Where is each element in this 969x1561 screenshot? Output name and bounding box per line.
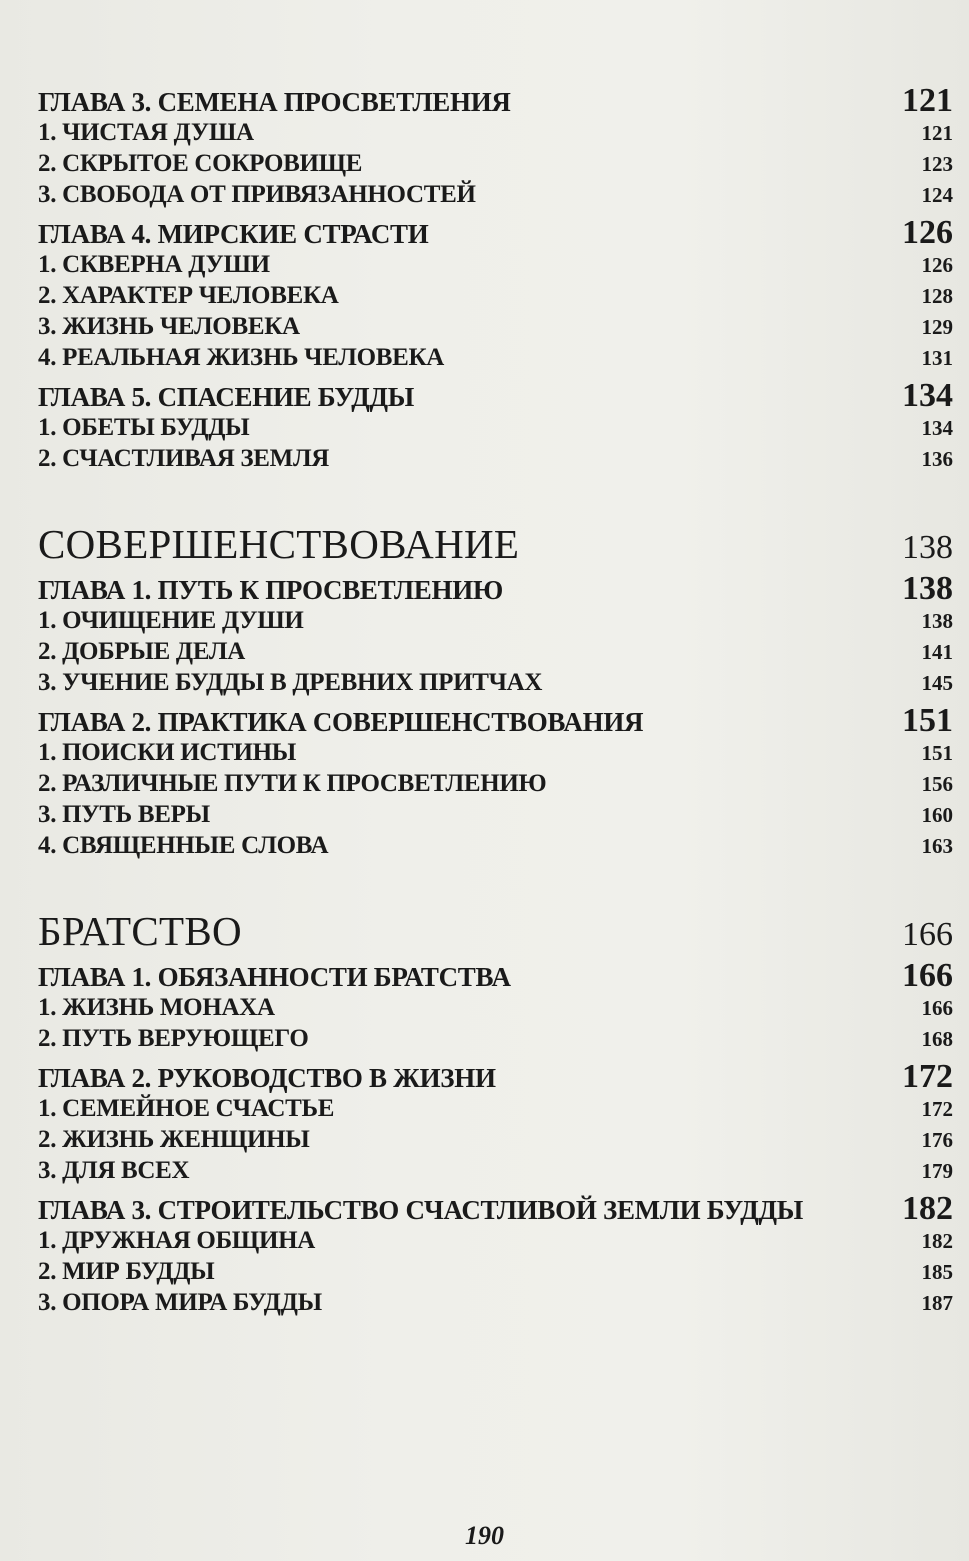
chapter-title: ГЛАВА 2. РУКОВОДСТВО В ЖИЗНИ <box>38 1063 496 1093</box>
item-title: 2. ДОБРЫЕ ДЕЛА <box>38 638 245 665</box>
item-page: 166 <box>921 996 953 1020</box>
item-page: 185 <box>921 1260 953 1284</box>
toc-item <box>38 342 953 373</box>
item-page: 124 <box>921 183 953 207</box>
chapter-page: 126 <box>902 214 953 251</box>
toc-item <box>38 280 953 311</box>
chapter-title: ГЛАВА 5. СПАСЕНИЕ БУДДЫ <box>38 382 414 412</box>
toc-item <box>38 443 953 474</box>
item-page: 131 <box>921 346 953 370</box>
item-title: 2. ПУТЬ ВЕРУЮЩЕГО <box>38 1025 309 1052</box>
toc-chapter <box>38 216 953 249</box>
toc-item <box>38 1256 953 1287</box>
item-title: 3. УЧЕНИЕ БУДДЫ В ДРЕВНИХ ПРИТЧАХ <box>38 669 543 696</box>
item-page: 121 <box>921 121 953 145</box>
item-page: 145 <box>921 671 953 695</box>
toc-item <box>38 1225 953 1256</box>
item-page: 129 <box>921 315 953 339</box>
toc-item <box>38 117 953 148</box>
item-page: 168 <box>921 1027 953 1051</box>
item-title: 1. СЕМЕЙНОЕ СЧАСТЬЕ <box>38 1095 335 1122</box>
toc-item <box>38 311 953 342</box>
part-title: СОВЕРШЕНСТВОВАНИЕ <box>38 521 520 567</box>
toc-item <box>38 412 953 443</box>
chapter-page: 172 <box>902 1058 953 1095</box>
toc-part <box>38 520 953 568</box>
page-number: 190 <box>465 1521 504 1550</box>
toc-item <box>38 830 953 861</box>
item-page: 176 <box>921 1128 953 1152</box>
toc-item <box>38 667 953 698</box>
item-page: 123 <box>921 152 953 176</box>
toc-item <box>38 179 953 210</box>
item-page: 126 <box>921 253 953 277</box>
toc-chapter <box>38 572 953 605</box>
chapter-page: 151 <box>902 702 953 739</box>
toc-item <box>38 605 953 636</box>
part-title: БРАТСТВО <box>38 908 242 954</box>
item-page: 172 <box>921 1097 953 1121</box>
item-page: 151 <box>921 741 953 765</box>
item-page: 156 <box>921 772 953 796</box>
chapter-title: ГЛАВА 4. МИРСКИЕ СТРАСТИ <box>38 219 429 249</box>
item-title: 1. ЧИСТАЯ ДУША <box>38 119 254 146</box>
item-page: 163 <box>921 834 953 858</box>
item-title: 2. СКРЫТОЕ СОКРОВИЩЕ <box>38 150 363 177</box>
item-page: 182 <box>921 1229 953 1253</box>
toc-item <box>38 737 953 768</box>
item-title: 3. ДЛЯ ВСЕХ <box>38 1157 190 1184</box>
chapter-page: 138 <box>902 570 953 607</box>
toc-chapter <box>38 704 953 737</box>
item-title: 2. СЧАСТЛИВАЯ ЗЕМЛЯ <box>38 445 330 472</box>
toc-item <box>38 768 953 799</box>
toc-item <box>38 1155 953 1186</box>
toc-item <box>38 636 953 667</box>
chapter-page: 182 <box>902 1190 953 1227</box>
item-title: 3. ОПОРА МИРА БУДДЫ <box>38 1289 322 1316</box>
chapter-title: ГЛАВА 1. ПУТЬ К ПРОСВЕТЛЕНИЮ <box>38 575 504 605</box>
item-page: 179 <box>921 1159 953 1183</box>
toc-item <box>38 1023 953 1054</box>
toc-item <box>38 1124 953 1155</box>
item-title: 1. ОЧИЩЕНИЕ ДУШИ <box>38 607 304 634</box>
toc-item <box>38 249 953 280</box>
chapter-title: ГЛАВА 3. СЕМЕНА ПРОСВЕТЛЕНИЯ <box>38 87 511 117</box>
item-title: 3. ЖИЗНЬ ЧЕЛОВЕКА <box>38 313 300 340</box>
toc-chapter <box>38 1192 953 1225</box>
table-of-contents <box>38 84 953 1318</box>
toc-part <box>38 907 953 955</box>
item-page: 141 <box>921 640 953 664</box>
item-page: 187 <box>921 1291 953 1315</box>
toc-chapter <box>38 379 953 412</box>
chapter-title: ГЛАВА 1. ОБЯЗАННОСТИ БРАТСТВА <box>38 962 511 992</box>
item-page: 160 <box>921 803 953 827</box>
item-title: 1. ДРУЖНАЯ ОБЩИНА <box>38 1227 315 1254</box>
toc-chapter <box>38 84 953 117</box>
part-page: 138 <box>902 529 953 566</box>
item-title: 4. СВЯЩЕННЫЕ СЛОВА <box>38 832 329 859</box>
chapter-title: ГЛАВА 2. ПРАКТИКА СОВЕРШЕНСТВОВАНИЯ <box>38 707 644 737</box>
chapter-title: ГЛАВА 3. СТРОИТЕЛЬСТВО СЧАСТЛИВОЙ ЗЕМЛИ БУДДЫ <box>38 1195 803 1225</box>
toc-item <box>38 799 953 830</box>
toc-item <box>38 1287 953 1318</box>
item-title: 2. РАЗЛИЧНЫЕ ПУТИ К ПРОСВЕТЛЕНИЮ <box>38 770 547 797</box>
item-title: 3. ПУТЬ ВЕРЫ <box>38 801 210 828</box>
toc-item <box>38 1093 953 1124</box>
item-title: 1. ОБЕТЫ БУДДЫ <box>38 414 250 441</box>
item-title: 1. ЖИЗНЬ МОНАХА <box>38 994 275 1021</box>
item-title: 2. ХАРАКТЕР ЧЕЛОВЕКА <box>38 282 339 309</box>
item-title: 1. СКВЕРНА ДУШИ <box>38 251 270 278</box>
toc-chapter <box>38 959 953 992</box>
item-title: 2. МИР БУДДЫ <box>38 1258 215 1285</box>
item-page: 128 <box>921 284 953 308</box>
chapter-page: 134 <box>902 377 953 414</box>
item-title: 4. РЕАЛЬНАЯ ЖИЗНЬ ЧЕЛОВЕКА <box>38 344 445 371</box>
item-title: 2. ЖИЗНЬ ЖЕНЩИНЫ <box>38 1126 310 1153</box>
chapter-page: 121 <box>902 82 953 119</box>
chapter-page: 166 <box>902 957 953 994</box>
item-title: 3. СВОБОДА ОТ ПРИВЯЗАННОСТЕЙ <box>38 181 476 208</box>
item-title: 1. ПОИСКИ ИСТИНЫ <box>38 739 297 766</box>
item-page: 138 <box>921 609 953 633</box>
part-page: 166 <box>902 916 953 953</box>
toc-chapter <box>38 1060 953 1093</box>
toc-item <box>38 992 953 1023</box>
toc-item <box>38 148 953 179</box>
item-page: 134 <box>921 416 953 440</box>
item-page: 136 <box>921 447 953 471</box>
